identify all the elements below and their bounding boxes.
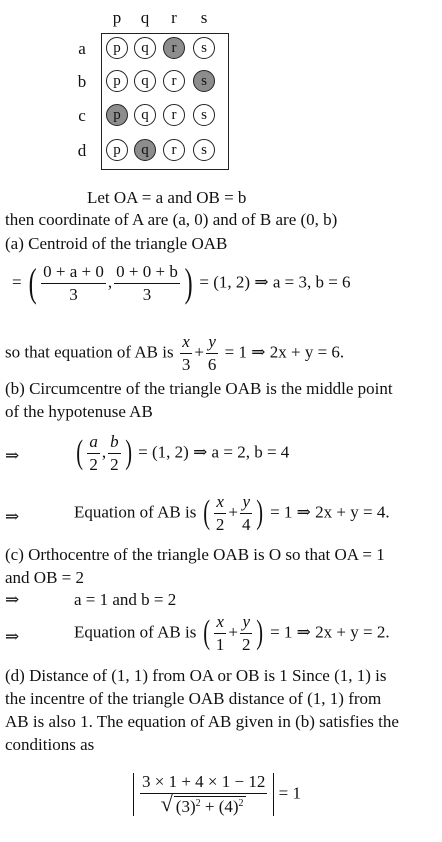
implies-c2: ⇒ <box>5 627 20 646</box>
bubble-d-s: s <box>193 139 215 161</box>
part-c-ab: a = 1 and b = 2 <box>74 590 177 609</box>
bubble-a-p: p <box>106 37 128 59</box>
bubble-c-s: s <box>193 104 215 126</box>
bubble-b-q: q <box>134 70 156 92</box>
bubble-c-r: r <box>163 104 185 126</box>
part-d-line1: (d) Distance of (1, 1) from OA or OB is 1 Since (1, 1) is <box>5 666 387 685</box>
bubble-a-s: s <box>193 37 215 59</box>
row-header-b: b <box>77 72 87 91</box>
implies-c1: ⇒ <box>5 590 20 609</box>
bubble-b-r: r <box>163 70 185 92</box>
row-header-a: a <box>78 39 86 58</box>
row-header-d: d <box>77 141 87 160</box>
part-c-line1: (c) Orthocentre of the triangle OAB is O so that OA = 1 <box>5 545 385 564</box>
column-header-q: q <box>140 8 150 27</box>
centroid-expression: = ( $\frac{0 + a + 0}{3}$ , $\frac{0 + 0 + b}{3}$ ) = (1, 2) ⇒ a = 3, b = 6 <box>12 260 351 306</box>
bubble-c-q: q <box>134 104 156 126</box>
part-a-title: (a) Centroid of the triangle OAB <box>5 234 228 253</box>
bubble-b-s: s <box>193 70 215 92</box>
part-b-line2: of the hypotenuse AB <box>5 402 153 421</box>
column-header-r: r <box>171 8 177 27</box>
part-d-line4: conditions as <box>5 735 95 754</box>
bubble-b-p: p <box>106 70 128 92</box>
row-header-c: c <box>78 106 86 125</box>
let-line: Let OA = a and OB = b <box>87 188 247 207</box>
part-c-equation: Equation of AB is ( $\frac{x}{1}$ + $\frac{y}{2}$ ) = 1 ⇒ 2x + y = 2. <box>74 612 390 654</box>
part-b-line1: (b) Circumcentre of the triangle OAB is the middle point <box>5 379 393 398</box>
distance-expression: 3 × 1 + 4 × 1 − 12 √ $(3)^2 + (4)^2$ = 1 <box>133 773 301 816</box>
bubble-d-q: q <box>134 139 156 161</box>
part-d-line2: the incentre of the triangle OAB distance of (1, 1) from <box>5 689 382 708</box>
coordinates-line: then coordinate of A are (a, 0) and of B are (0, b) <box>5 210 338 229</box>
bubble-d-r: r <box>163 139 185 161</box>
bubble-a-q: q <box>134 37 156 59</box>
implies-b1: ⇒ <box>5 446 20 465</box>
part-b-equation: Equation of AB is ( $\frac{x}{2}$ + $\frac{y}{4}$ ) = 1 ⇒ 2x + y = 4. <box>74 492 390 534</box>
implies-b2: ⇒ <box>5 507 20 526</box>
part-d-line3: AB is also 1. The equation of AB given in (b) satisfies the <box>5 712 399 731</box>
column-header-p: p <box>112 8 122 27</box>
part-a-equation: so that equation of AB is $\frac{x}{3}$ + $\frac{y}{6}$ = 1 ⇒ 2x + y = 6. <box>5 332 345 374</box>
bubble-a-r: r <box>163 37 185 59</box>
bubble-d-p: p <box>106 139 128 161</box>
column-header-s: s <box>200 8 208 27</box>
circumcentre-expression: ( $\frac{a}{2}$ , $\frac{b}{2}$ ) = (1, 2) ⇒ a = 2, b = 4 <box>76 432 290 474</box>
part-c-line2: and OB = 2 <box>5 568 84 587</box>
bubble-c-p: p <box>106 104 128 126</box>
